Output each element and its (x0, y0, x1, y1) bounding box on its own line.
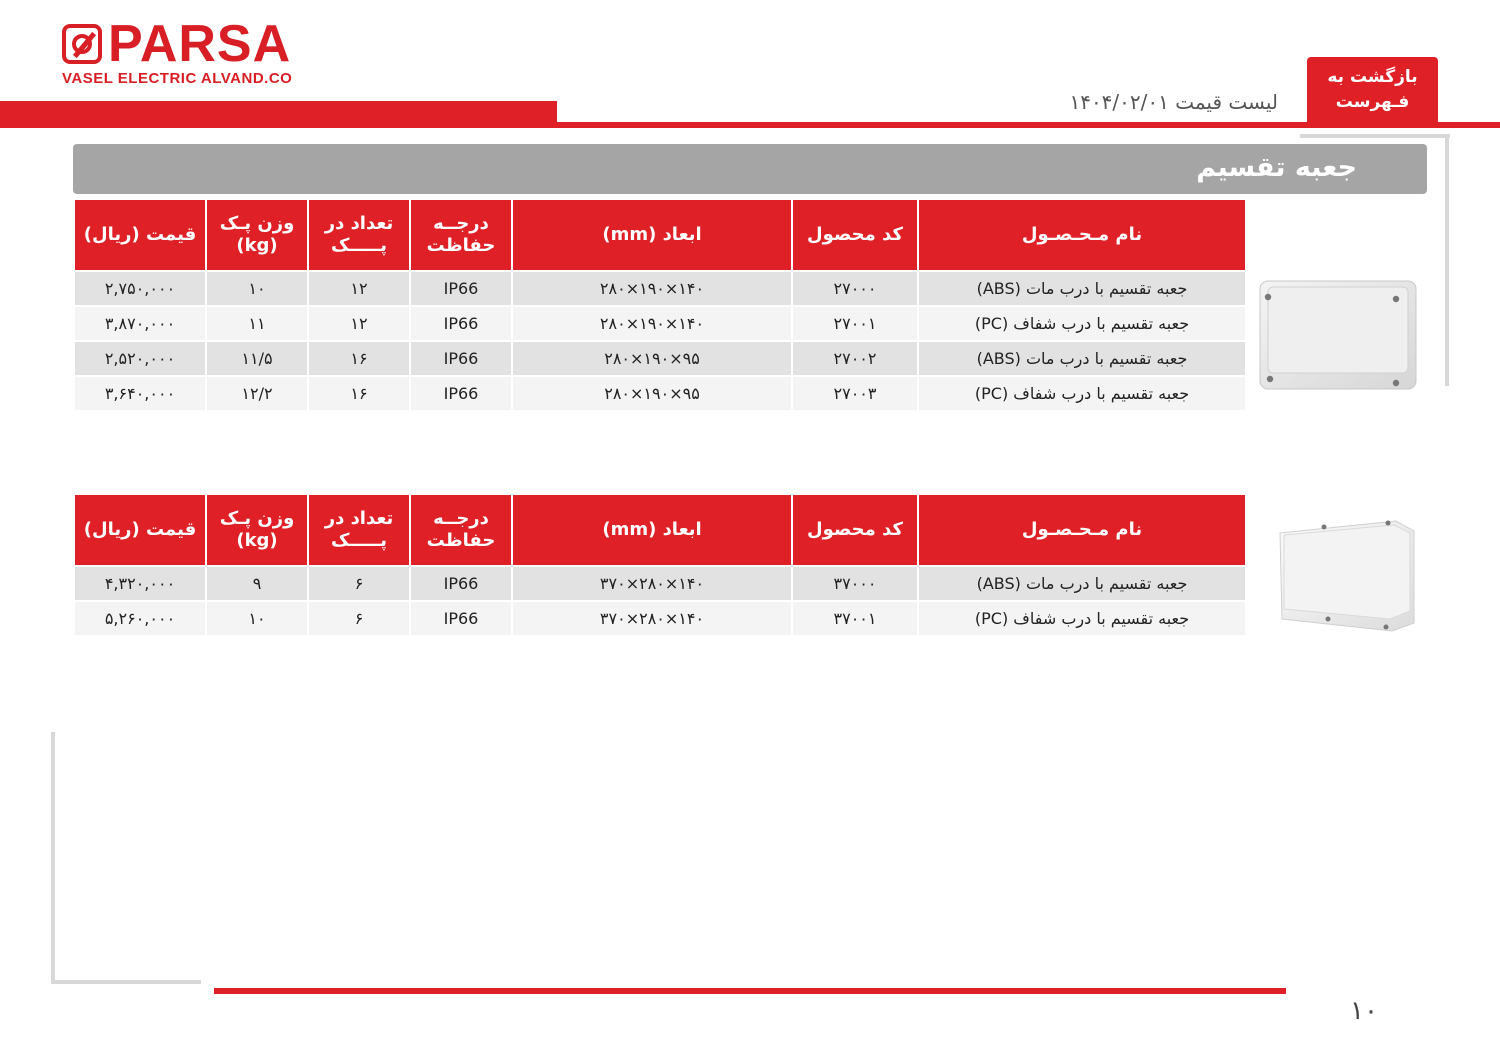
table-cell (309, 602, 409, 635)
column-header-text: پـــــک (331, 530, 387, 551)
column-header (411, 495, 511, 565)
table-cell (207, 602, 307, 635)
table-cell-text: IP66 (443, 384, 479, 403)
table-row (75, 272, 1245, 305)
column-header-text: حفاظت (426, 235, 496, 256)
table-cell (793, 602, 917, 635)
table-cell (75, 602, 205, 635)
table-cell-text: ۲۷۰۰۳ (833, 384, 877, 403)
table-cell (411, 567, 511, 600)
table-cell-text: ۶ (354, 574, 364, 593)
table-cell (793, 377, 917, 410)
table-cell-text: ۱۲ (350, 314, 368, 333)
table-cell (75, 342, 205, 375)
table-cell-text: ۱۰ (248, 609, 266, 628)
price-table-2 (73, 493, 1247, 637)
table-cell (309, 272, 409, 305)
column-header-text: ابعاد (mm) (602, 224, 702, 245)
table-cell-text: ۳۷۰۰۱ (833, 609, 877, 628)
column-header (793, 495, 917, 565)
brand-logo-icon (62, 24, 102, 64)
table-row (75, 567, 1245, 600)
column-header-text: پـــــک (331, 235, 387, 256)
table-cell (411, 272, 511, 305)
table-cell (75, 272, 205, 305)
table-cell-text: جعبه تقسیم با درب شفاف (PC) (974, 384, 1190, 403)
table-cell-text: ۳,۸۷۰,۰۰۰ (104, 314, 176, 333)
table-cell-text: ۲۷۰۰۰ (833, 279, 877, 298)
table-cell (513, 307, 791, 340)
column-header (207, 495, 307, 565)
table-cell (919, 272, 1245, 305)
table-cell-text: ۲,۵۲۰,۰۰۰ (104, 349, 176, 368)
column-header (75, 495, 205, 565)
column-header-text: (kg) (236, 530, 278, 551)
column-header (309, 495, 409, 565)
column-header-text: (kg) (236, 235, 278, 256)
table-cell-text: IP66 (443, 314, 479, 333)
table-cell-text: IP66 (443, 279, 479, 298)
table-cell-text: ۱۰ (248, 279, 266, 298)
table-cell-text: ۲۸۰×۱۹۰×۱۴۰ (599, 314, 705, 333)
table-cell-text: ۲۸۰×۱۹۰×۹۵ (604, 384, 700, 403)
price-table-1 (73, 198, 1247, 412)
table-cell-text: جعبه تقسیم با درب مات (ABS) (976, 574, 1188, 593)
price-list-date: لیست قیمت ۱۴۰۴/۰۲/۰۱ (1069, 90, 1278, 114)
brand-logo (62, 15, 312, 92)
table-cell-text: ۵,۲۶۰,۰۰۰ (104, 609, 176, 628)
table-cell (919, 377, 1245, 410)
table-row (75, 377, 1245, 410)
table-cell (75, 377, 205, 410)
column-header (793, 200, 917, 270)
brand-name: PARSA (108, 15, 292, 73)
back-button-line-1: بازگشت به (1327, 67, 1418, 87)
table-cell (207, 307, 307, 340)
footer-bar (214, 988, 1286, 994)
table-cell-text: ۱۲ (350, 279, 368, 298)
table-cell-text: ۴,۳۲۰,۰۰۰ (104, 574, 176, 593)
table-cell (919, 307, 1245, 340)
table-cell (309, 307, 409, 340)
table-cell (411, 307, 511, 340)
page-number: ۱۰ (1350, 996, 1378, 1026)
column-header (75, 200, 205, 270)
table-cell (793, 342, 917, 375)
table-cell-text: ۳۷۰×۲۸۰×۱۴۰ (599, 574, 705, 593)
table-cell (411, 377, 511, 410)
table-row (75, 602, 1245, 635)
table-row (75, 307, 1245, 340)
table-cell-text: جعبه تقسیم با درب مات (ABS) (976, 349, 1188, 368)
frame-corner-top (1300, 134, 1450, 138)
junction-box-large-image (1276, 519, 1418, 633)
column-header-text: قیمت (ریال) (83, 519, 197, 540)
table-header-row (75, 200, 1245, 270)
table-cell (309, 377, 409, 410)
table-cell-text: ۹ (252, 574, 262, 593)
column-header-text: کد محصول (807, 224, 903, 245)
column-header-text: کد محصول (807, 519, 903, 540)
column-header-text: درجــه (433, 213, 489, 234)
column-header-text: وزن پـک (219, 508, 295, 529)
table-cell (793, 272, 917, 305)
column-header-text: نام مـحـصـول (1021, 224, 1143, 245)
column-header (919, 495, 1245, 565)
frame-corner-bottom-vertical (51, 732, 55, 984)
table-cell-text: ۲,۷۵۰,۰۰۰ (104, 279, 176, 298)
column-header (513, 495, 791, 565)
column-header-text: تعداد در (324, 213, 394, 234)
header-bar-left (0, 101, 557, 128)
table-cell (207, 567, 307, 600)
junction-box-small-image (1258, 279, 1418, 391)
table-cell (513, 342, 791, 375)
table-cell-text: ۲۷۰۰۲ (833, 349, 877, 368)
table-cell (793, 307, 917, 340)
column-header-text: درجــه (433, 508, 489, 529)
column-header-text: وزن پـک (219, 213, 295, 234)
column-header-text: ابعاد (mm) (602, 519, 702, 540)
table-cell-text: جعبه تقسیم با درب مات (ABS) (976, 279, 1188, 298)
table-cell (309, 567, 409, 600)
table-cell-text: IP66 (443, 574, 479, 593)
column-header (513, 200, 791, 270)
column-header-text: قیمت (ریال) (83, 224, 197, 245)
table-cell (207, 272, 307, 305)
table-cell-text: ۳,۶۴۰,۰۰۰ (104, 384, 176, 403)
table-cell (513, 377, 791, 410)
section-title-bar (73, 144, 1427, 194)
column-header (411, 200, 511, 270)
table-cell-text: ۱۶ (350, 384, 368, 403)
table-cell-text: ۶ (354, 609, 364, 628)
frame-corner-top-vertical (1445, 134, 1449, 386)
section-title: جعبه تقسیم (1196, 152, 1357, 183)
column-header-text: نام مـحـصـول (1021, 519, 1143, 540)
table-cell-text: IP66 (443, 349, 479, 368)
table-cell (793, 567, 917, 600)
table-cell (207, 377, 307, 410)
table-cell (513, 567, 791, 600)
frame-corner-bottom (51, 980, 201, 984)
table-cell (919, 602, 1245, 635)
table-cell-text: ۲۸۰×۱۹۰×۱۴۰ (599, 279, 705, 298)
column-header-text: حفاظت (426, 530, 496, 551)
table-cell-text: ۱۲/۲ (241, 384, 273, 403)
table-cell-text: ۱۶ (350, 349, 368, 368)
table-cell-text: جعبه تقسیم با درب شفاف (PC) (974, 314, 1190, 333)
table-header-row (75, 495, 1245, 565)
brand-subtitle: VASEL ELECTRIC ALVAND.CO (62, 70, 293, 87)
table-cell-text: ۱۱/۵ (241, 349, 273, 368)
column-header (207, 200, 307, 270)
table-cell-text: ۲۷۰۰۱ (833, 314, 877, 333)
table-cell-text: ۳۷۰×۲۸۰×۱۴۰ (599, 609, 705, 628)
column-header (919, 200, 1245, 270)
back-to-index-button[interactable] (1307, 57, 1438, 123)
table-cell (75, 307, 205, 340)
table-row (75, 342, 1245, 375)
table-cell (513, 602, 791, 635)
table-cell-text: ۱۱ (248, 314, 266, 333)
table-cell (75, 567, 205, 600)
table-cell (207, 342, 307, 375)
table-cell (309, 342, 409, 375)
column-header-text: تعداد در (324, 508, 394, 529)
back-button-line-2: فـهرست (1335, 92, 1410, 112)
table-cell (411, 342, 511, 375)
table-cell (919, 567, 1245, 600)
table-cell-text: جعبه تقسیم با درب شفاف (PC) (974, 609, 1190, 628)
table-cell-text: ۳۷۰۰۰ (833, 574, 877, 593)
table-cell (919, 342, 1245, 375)
table-cell-text: ۲۸۰×۱۹۰×۹۵ (604, 349, 700, 368)
table-cell-text: IP66 (443, 609, 479, 628)
column-header (309, 200, 409, 270)
table-cell (513, 272, 791, 305)
table-cell (411, 602, 511, 635)
